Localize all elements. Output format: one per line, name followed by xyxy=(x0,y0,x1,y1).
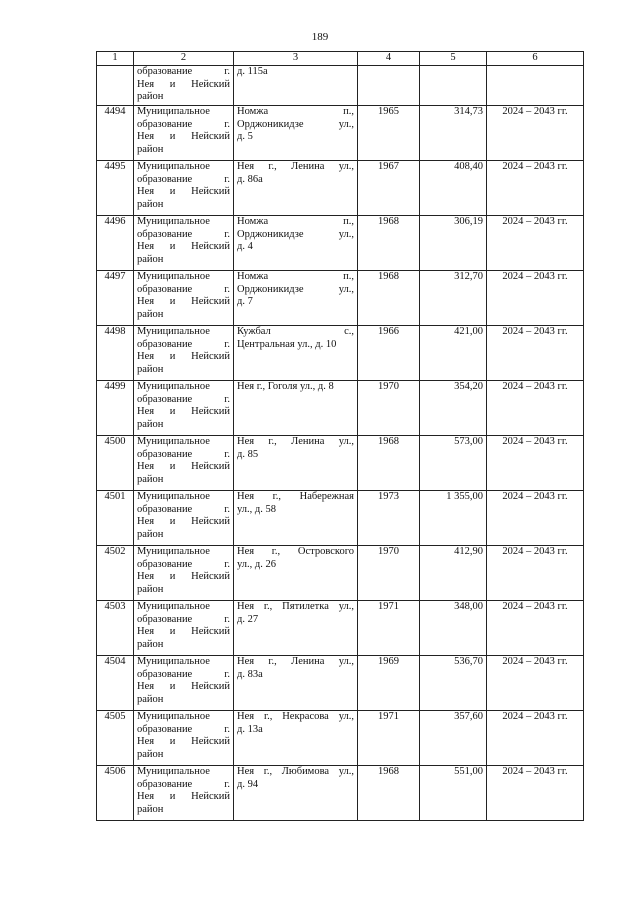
cell-area: 357,60 xyxy=(420,711,487,766)
municipality-line: район xyxy=(137,639,164,651)
municipality-line: район xyxy=(137,419,164,431)
cell-num: 4498 xyxy=(97,326,134,381)
municipality-line: Нея и Нейский xyxy=(137,626,230,638)
municipality-line: Нея и Нейский xyxy=(137,736,230,748)
cell-area: 408,40 xyxy=(420,161,487,216)
table-row xyxy=(97,381,584,436)
municipality-line: Муниципальное xyxy=(137,216,210,227)
municipality-line: образование г. xyxy=(137,173,230,185)
cell-year: 1973 xyxy=(358,491,420,546)
cell-year: 1966 xyxy=(358,326,420,381)
municipality-line: Муниципальное xyxy=(137,601,210,612)
cell-num: 4500 xyxy=(97,436,134,491)
cell-period: 2024 – 2043 гг. xyxy=(487,436,584,491)
table-row xyxy=(97,326,584,381)
cell-period: 2024 – 2043 гг. xyxy=(487,381,584,436)
cell-period: 2024 – 2043 гг. xyxy=(487,491,584,546)
municipality-line: образование г. xyxy=(137,228,230,240)
municipality-line: Нея и Нейский xyxy=(137,516,230,528)
address-line: Нея г., Некрасова ул., xyxy=(237,711,354,722)
page-number: 189 xyxy=(311,31,329,43)
municipality-line: образование г. xyxy=(137,778,230,790)
cell-area xyxy=(420,66,487,106)
cell-address xyxy=(234,656,358,711)
cell-area: 412,90 xyxy=(420,546,487,601)
cell-year: 1971 xyxy=(358,711,420,766)
table-row xyxy=(97,766,584,821)
cell-num: 4495 xyxy=(97,161,134,216)
table-row xyxy=(97,271,584,326)
address-line: ул., д. 58 xyxy=(237,503,276,515)
cell-year xyxy=(358,66,420,106)
cell-address xyxy=(234,711,358,766)
municipality-line: Нея и Нейский xyxy=(137,791,230,803)
municipality-line: Нея и Нейский xyxy=(137,681,230,693)
municipality-line: район xyxy=(137,584,164,596)
cell-area: 573,00 xyxy=(420,436,487,491)
cell-year: 1969 xyxy=(358,656,420,711)
cell-period: 2024 – 2043 гг. xyxy=(487,601,584,656)
table-row xyxy=(97,656,584,711)
header-row xyxy=(97,52,584,66)
cell-period: 2024 – 2043 гг. xyxy=(487,656,584,711)
address-line: д. 85 xyxy=(237,448,259,460)
municipality-line: образование г. xyxy=(137,66,230,77)
municipality-line: образование г. xyxy=(137,393,230,405)
municipality-line: Нея и Нейский xyxy=(137,571,230,583)
cell-area: 314,73 xyxy=(420,106,487,161)
address-line: д. 5 xyxy=(237,131,253,143)
address-line: Орджоникидзе ул., xyxy=(237,228,354,240)
municipality-line: Муниципальное xyxy=(137,491,210,502)
cell-address xyxy=(234,271,358,326)
cell-area: 312,70 xyxy=(420,271,487,326)
municipality-line: Нея и Нейский xyxy=(137,78,230,90)
address-line: д. 13а xyxy=(237,723,263,735)
municipality-line: Нея и Нейский xyxy=(137,131,230,143)
header-col-3: 3 xyxy=(234,52,358,66)
municipality-line: Муниципальное xyxy=(137,381,210,392)
table-row xyxy=(97,216,584,271)
municipality-line: образование г. xyxy=(137,448,230,460)
cell-address xyxy=(234,546,358,601)
municipality-line: район xyxy=(137,749,164,761)
table-row xyxy=(97,711,584,766)
cell-municipality xyxy=(134,66,234,106)
municipality-line: район xyxy=(137,804,164,816)
cell-municipality xyxy=(134,271,234,326)
address-line: ул., д. 26 xyxy=(237,558,276,570)
header-col-1: 1 xyxy=(97,52,134,66)
cell-area: 1 355,00 xyxy=(420,491,487,546)
cell-num: 4505 xyxy=(97,711,134,766)
municipality-line: Нея и Нейский xyxy=(137,351,230,363)
cell-address xyxy=(234,766,358,821)
address-line: Орджоникидзе ул., xyxy=(237,118,354,130)
municipality-line: Муниципальное xyxy=(137,656,210,667)
municipality-line: образование г. xyxy=(137,283,230,295)
table-row xyxy=(97,601,584,656)
municipality-line: образование г. xyxy=(137,118,230,130)
table-row xyxy=(97,546,584,601)
cell-period: 2024 – 2043 гг. xyxy=(487,326,584,381)
cell-year: 1967 xyxy=(358,161,420,216)
cell-num: 4504 xyxy=(97,656,134,711)
cell-municipality xyxy=(134,161,234,216)
address-line: Нея г., Пятилетка ул., xyxy=(237,601,354,612)
cell-address xyxy=(234,491,358,546)
cell-period: 2024 – 2043 гг. xyxy=(487,711,584,766)
cell-num: 4497 xyxy=(97,271,134,326)
municipality-line: район xyxy=(137,529,164,541)
municipality-line: район xyxy=(137,199,164,211)
municipality-line: образование г. xyxy=(137,613,230,625)
table-row xyxy=(97,106,584,161)
cell-municipality xyxy=(134,546,234,601)
municipality-line: район xyxy=(137,694,164,706)
municipality-line: образование г. xyxy=(137,723,230,735)
cell-num: 4502 xyxy=(97,546,134,601)
cell-address xyxy=(234,66,358,106)
cell-year: 1971 xyxy=(358,601,420,656)
municipality-line: Муниципальное xyxy=(137,546,210,557)
municipality-line: Нея и Нейский xyxy=(137,241,230,253)
header-col-6: 6 xyxy=(487,52,584,66)
address-line: д. 4 xyxy=(237,241,253,253)
municipality-line: район xyxy=(137,144,164,156)
address-line: Нея г., Гоголя ул., д. 8 xyxy=(237,381,334,392)
address-line: Нея г., Набережная xyxy=(237,491,354,502)
cell-municipality xyxy=(134,601,234,656)
address-line: Нея г., Островского xyxy=(237,546,354,557)
cell-year: 1968 xyxy=(358,766,420,821)
cell-area: 354,20 xyxy=(420,381,487,436)
address-line: д. 94 xyxy=(237,778,259,790)
cell-municipality xyxy=(134,106,234,161)
cell-period xyxy=(487,66,584,106)
cell-year: 1968 xyxy=(358,271,420,326)
municipality-line: Нея и Нейский xyxy=(137,186,230,198)
address-line: д. 7 xyxy=(237,296,253,308)
header-col-5: 5 xyxy=(420,52,487,66)
cell-municipality xyxy=(134,766,234,821)
cell-municipality xyxy=(134,711,234,766)
cell-address xyxy=(234,326,358,381)
cell-municipality xyxy=(134,491,234,546)
municipality-line: район xyxy=(137,474,164,486)
cell-area: 551,00 xyxy=(420,766,487,821)
cell-num: 4501 xyxy=(97,491,134,546)
cell-area: 348,00 xyxy=(420,601,487,656)
cell-year: 1968 xyxy=(358,216,420,271)
cell-address xyxy=(234,216,358,271)
cell-period: 2024 – 2043 гг. xyxy=(487,546,584,601)
municipality-line: образование г. xyxy=(137,503,230,515)
cell-address xyxy=(234,436,358,491)
municipality-line: Муниципальное xyxy=(137,711,210,722)
address-line: д. 27 xyxy=(237,613,259,625)
cell-period: 2024 – 2043 гг. xyxy=(487,161,584,216)
header-col-2: 2 xyxy=(134,52,234,66)
address-line: Нея г., Ленина ул., xyxy=(237,656,354,667)
table-row xyxy=(97,436,584,491)
cell-municipality xyxy=(134,656,234,711)
cell-municipality xyxy=(134,381,234,436)
address-line: д. 115а xyxy=(237,66,268,77)
register-table xyxy=(96,51,584,821)
municipality-line: образование г. xyxy=(137,668,230,680)
cell-num xyxy=(97,66,134,106)
address-line: Номжа п., xyxy=(237,271,354,282)
municipality-line: Муниципальное xyxy=(137,106,210,117)
municipality-line: Муниципальное xyxy=(137,161,210,172)
cell-address xyxy=(234,601,358,656)
cell-num: 4499 xyxy=(97,381,134,436)
cell-address xyxy=(234,161,358,216)
table-row xyxy=(97,491,584,546)
cell-period: 2024 – 2043 гг. xyxy=(487,766,584,821)
cell-period: 2024 – 2043 гг. xyxy=(487,271,584,326)
header-col-4: 4 xyxy=(358,52,420,66)
municipality-line: район xyxy=(137,309,164,321)
address-line: Центральная ул., д. 10 xyxy=(237,338,337,350)
address-line: Нея г., Ленина ул., xyxy=(237,161,354,172)
address-line: Орджоникидзе ул., xyxy=(237,283,354,295)
cell-num: 4496 xyxy=(97,216,134,271)
municipality-line: Нея и Нейский xyxy=(137,296,230,308)
continuation-row xyxy=(97,66,584,106)
cell-area: 536,70 xyxy=(420,656,487,711)
municipality-line: Муниципальное xyxy=(137,326,210,337)
address-line: Номжа п., xyxy=(237,106,354,117)
cell-address xyxy=(234,106,358,161)
municipality-line: район xyxy=(137,254,164,266)
municipality-line: район xyxy=(137,364,164,376)
municipality-line: Муниципальное xyxy=(137,271,210,282)
municipality-line: Нея и Нейский xyxy=(137,406,230,418)
cell-area: 421,00 xyxy=(420,326,487,381)
cell-period: 2024 – 2043 гг. xyxy=(487,106,584,161)
municipality-line: район xyxy=(137,91,164,103)
address-line: Кужбал с., xyxy=(237,326,354,337)
cell-municipality xyxy=(134,216,234,271)
address-line: Номжа п., xyxy=(237,216,354,227)
cell-year: 1970 xyxy=(358,546,420,601)
cell-year: 1970 xyxy=(358,381,420,436)
municipality-line: Муниципальное xyxy=(137,766,210,777)
cell-year: 1965 xyxy=(358,106,420,161)
cell-municipality xyxy=(134,436,234,491)
cell-num: 4503 xyxy=(97,601,134,656)
address-line: Нея г., Ленина ул., xyxy=(237,436,354,447)
table-row xyxy=(97,161,584,216)
cell-address xyxy=(234,381,358,436)
cell-period: 2024 – 2043 гг. xyxy=(487,216,584,271)
cell-area: 306,19 xyxy=(420,216,487,271)
address-line: Нея г., Любимова ул., xyxy=(237,766,354,777)
cell-num: 4506 xyxy=(97,766,134,821)
cell-year: 1968 xyxy=(358,436,420,491)
municipality-line: образование г. xyxy=(137,338,230,350)
address-line: д. 86а xyxy=(237,173,263,185)
municipality-line: Нея и Нейский xyxy=(137,461,230,473)
cell-municipality xyxy=(134,326,234,381)
municipality-line: образование г. xyxy=(137,558,230,570)
cell-num: 4494 xyxy=(97,106,134,161)
municipality-line: Муниципальное xyxy=(137,436,210,447)
address-line: д. 83а xyxy=(237,668,263,680)
